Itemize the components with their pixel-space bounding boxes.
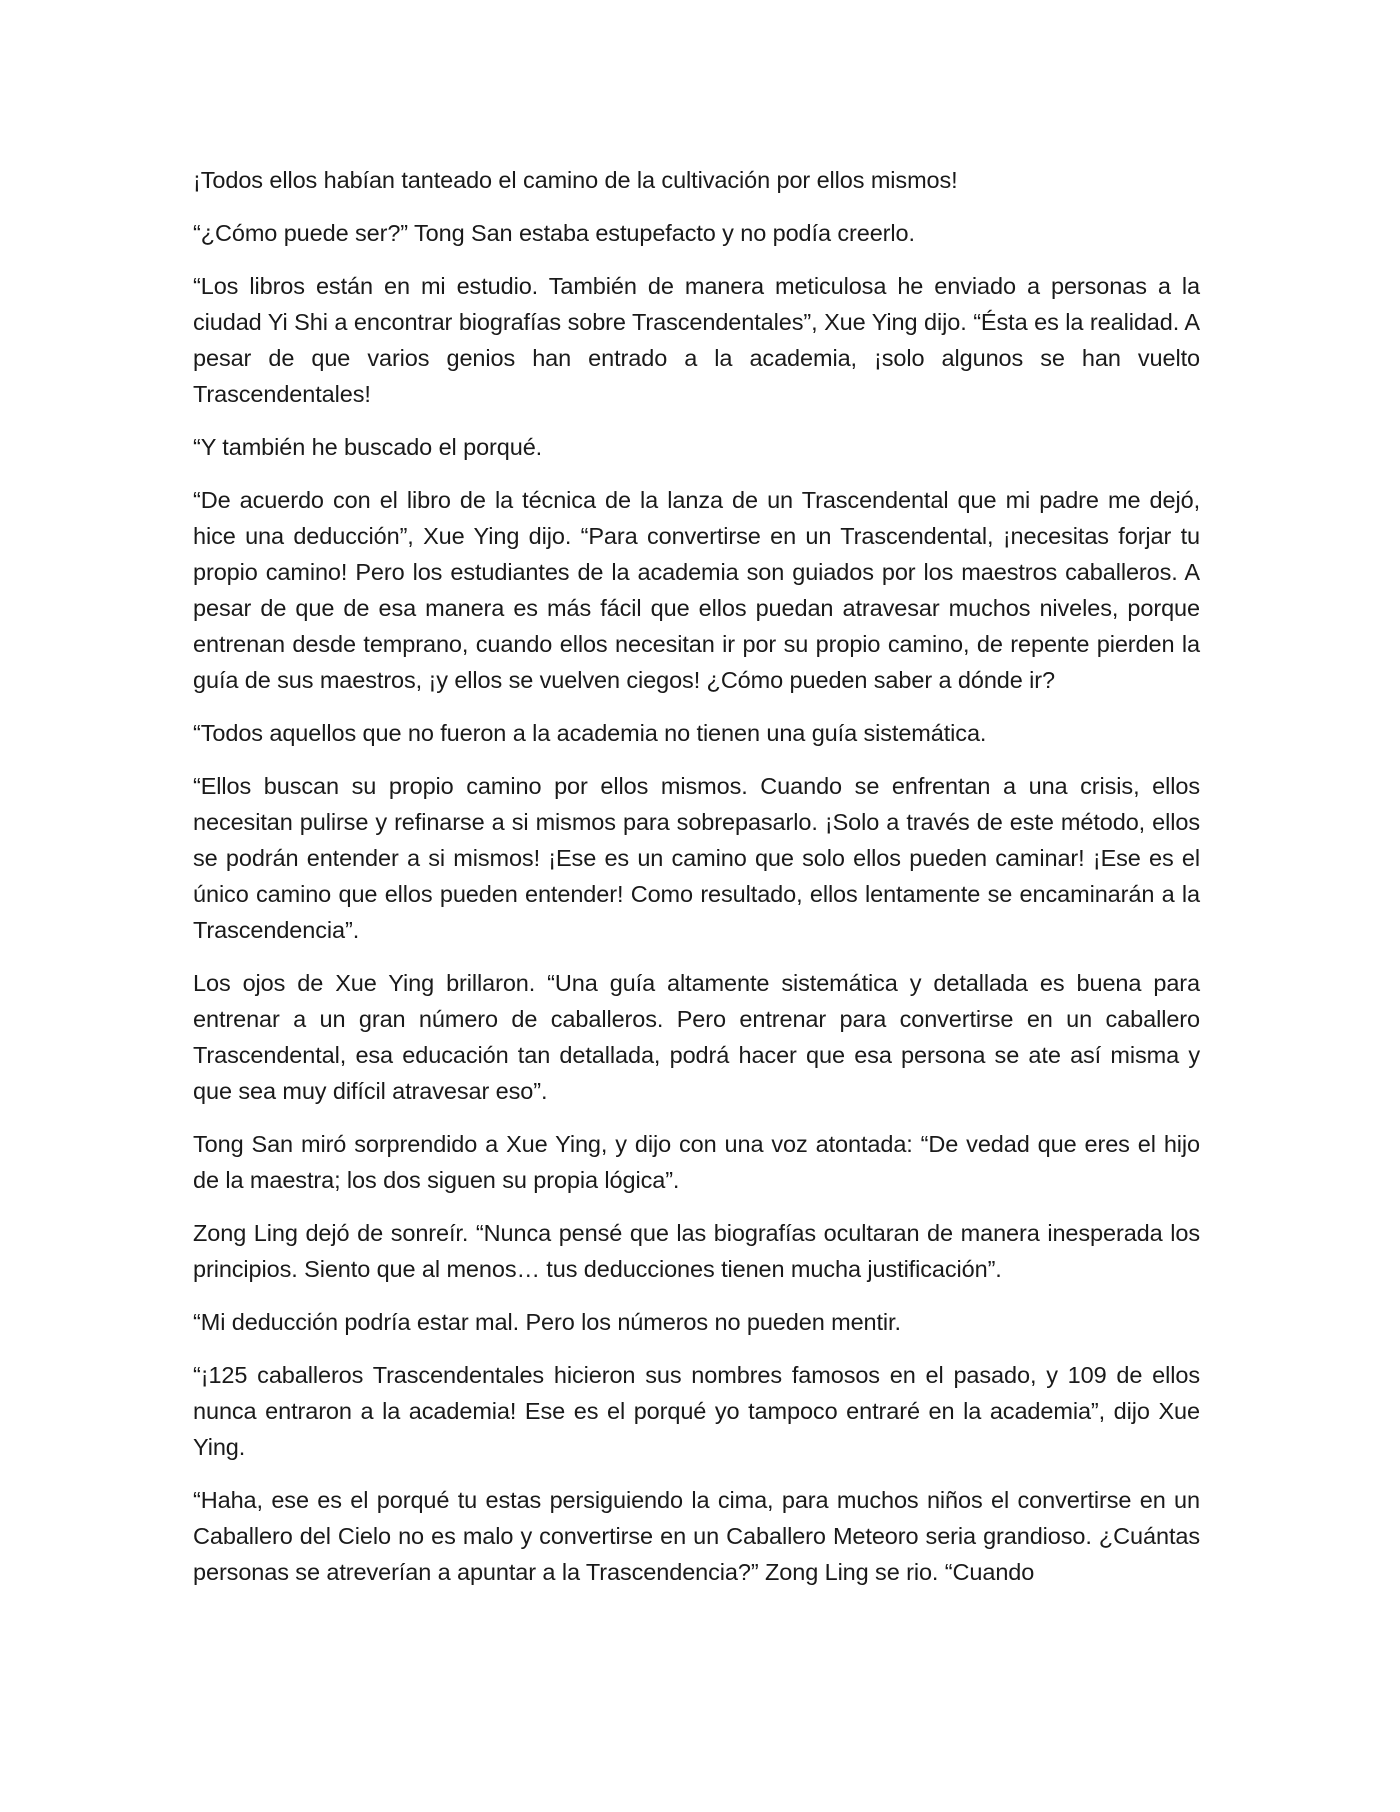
paragraph-11: “Mi deducción podría estar mal. Pero los números no pueden mentir. bbox=[193, 1309, 901, 1335]
paragraph-12: “¡125 caballeros Trascendentales hicieron sus nombres famosos en el pasado, y 109 de ellos nunca entraron a la academia! Ese es el porqué yo tampoco entraré en la academia”, dijo Xue Ying. bbox=[193, 1362, 1200, 1460]
document-page bbox=[193, 162, 1200, 1607]
paragraph-2: “¿Cómo puede ser?” Tong San estaba estupefacto y no podía creerlo. bbox=[193, 220, 915, 246]
paragraph-8: Los ojos de Xue Ying brillaron. “Una guía altamente sistemática y detallada es buena para entrenar a un gran número de caballeros. Pero entrenar para convertirse en un caballero Trascendental, esa educación tan detallada, podrá hacer que esa persona se ate así misma y que sea muy difícil atravesar eso”. bbox=[193, 970, 1200, 1104]
paragraph-7: “Ellos buscan su propio camino por ellos mismos. Cuando se enfrentan a una crisis, ellos necesitan pulirse y refinarse a si mismos para sobrepasarlo. ¡Solo a través de este método, ellos se podrán entender a si mismos! ¡Ese es un camino que solo ellos pueden caminar! ¡Ese es el único camino que ellos pueden entender! Como resultado, ellos lentamente se encaminarán a la Trascendencia”. bbox=[193, 773, 1200, 943]
paragraph-1: ¡Todos ellos habían tanteado el camino de la cultivación por ellos mismos! bbox=[193, 167, 958, 193]
paragraph-5: “De acuerdo con el libro de la técnica de la lanza de un Trascendental que mi padre me dejó, hice una deducción”, Xue Ying dijo. “Para convertirse en un Trascendental, ¡necesitas forjar tu propio camino! Pero los estudiantes de la academia son guiados por los maestros caballeros. A pesar de que de esa manera es más fácil que ellos puedan atravesar muchos niveles, porque entrenan desde temprano, cuando ellos necesitan ir por su propio camino, de repente pierden la guía de sus maestros, ¡y ellos se vuelven ciegos! ¿Cómo pueden saber a dónde ir? bbox=[193, 487, 1200, 693]
paragraph-9: Tong San miró sorprendido a Xue Ying, y dijo con una voz atontada: “De vedad que eres el hijo de la maestra; los dos siguen su propia lógica”. bbox=[193, 1131, 1200, 1193]
paragraph-13: “Haha, ese es el porqué tu estas persiguiendo la cima, para muchos niños el convertirse en un Caballero del Cielo no es malo y convertirse en un Caballero Meteoro seria grandioso. ¿Cuántas personas se atreverían a apuntar a la Trascendencia?” Zong Ling se rio. “Cuando bbox=[193, 1487, 1200, 1585]
paragraph-10: Zong Ling dejó de sonreír. “Nunca pensé que las biografías ocultaran de manera inesperada los principios. Siento que al menos… tus deducciones tienen mucha justificación”. bbox=[193, 1220, 1200, 1282]
paragraph-6: “Todos aquellos que no fueron a la academia no tienen una guía sistemática. bbox=[193, 720, 987, 746]
paragraph-3: “Los libros están en mi estudio. También de manera meticulosa he enviado a personas a la ciudad Yi Shi a encontrar biografías sobre Trascendentales”, Xue Ying dijo. “Ésta es la realidad. A pesar de que varios genios han entrado a la academia, ¡solo algunos se han vuelto Trascendentales! bbox=[193, 273, 1200, 407]
paragraph-4: “Y también he buscado el porqué. bbox=[193, 434, 543, 460]
